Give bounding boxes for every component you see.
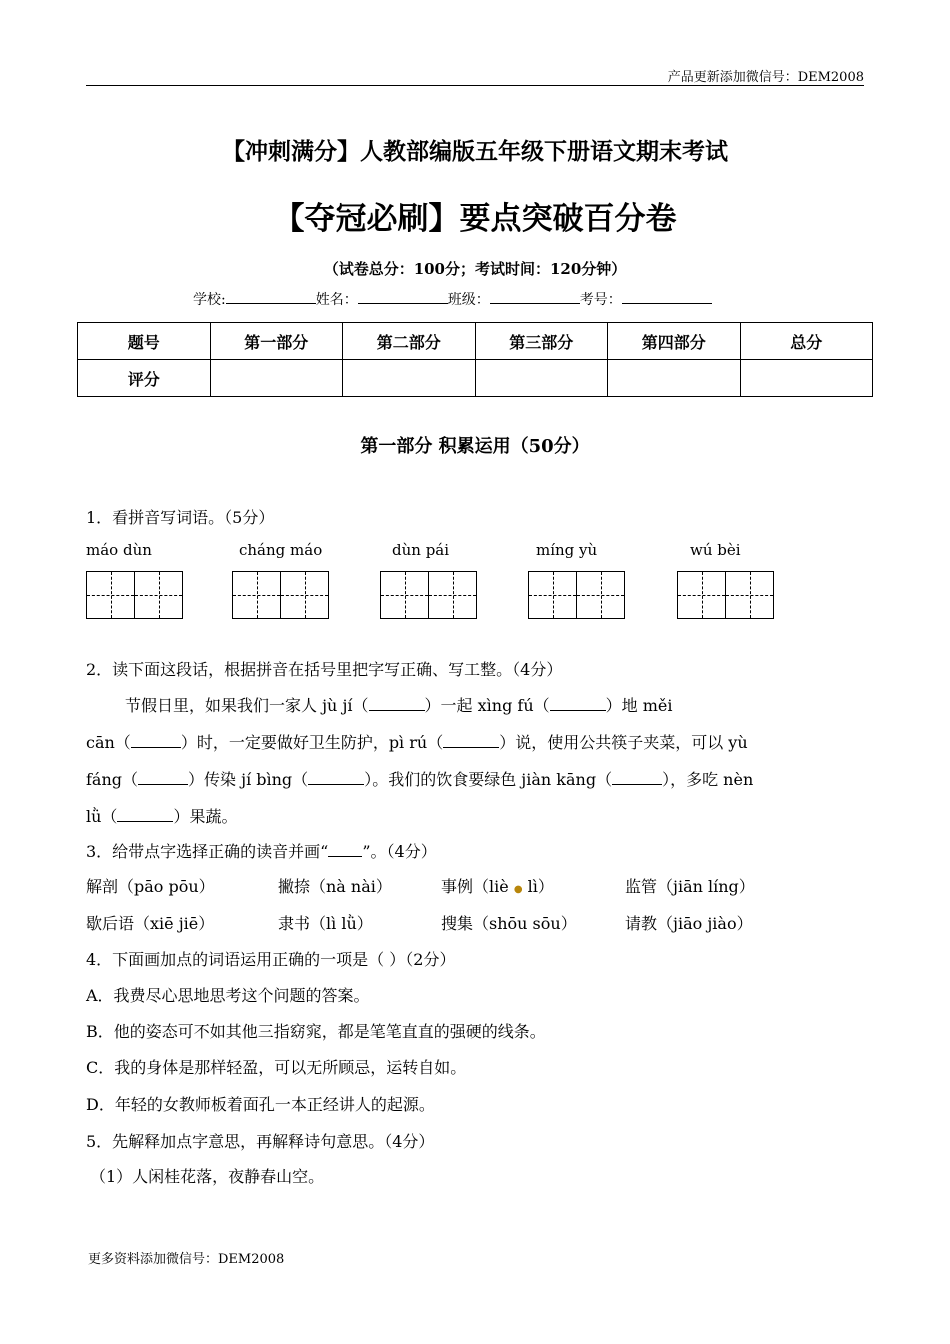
passage-text: ）地 měi xyxy=(605,696,673,715)
score-header-cell: 题号 xyxy=(78,323,211,360)
question-2: 2．读下面这段话，根据拼音在括号里把字写正确、写工整。（4分） xyxy=(86,660,563,679)
score-header-cell: 第二部分 xyxy=(343,323,476,360)
question-3 xyxy=(86,839,437,862)
writing-grid[interactable] xyxy=(677,571,774,619)
school-field[interactable] xyxy=(226,291,316,304)
passage-line xyxy=(125,693,672,716)
passage-line xyxy=(86,767,753,790)
passage-text: ），多吃 nèn xyxy=(662,770,754,789)
footer-note: 更多资料添加微信号：DEM2008 xyxy=(88,1252,285,1267)
section-title-part: 第一 xyxy=(360,436,397,457)
pronunciation-option[interactable] xyxy=(441,874,554,897)
score-header-cell: 第三部分 xyxy=(475,323,608,360)
option-text: 事例（liè xyxy=(441,877,509,896)
answer-blank[interactable] xyxy=(138,770,188,785)
writing-grid[interactable] xyxy=(380,571,477,619)
pronunciation-option[interactable]: 监管（jiān líng） xyxy=(625,877,755,896)
answer-blank[interactable] xyxy=(550,696,606,711)
passage-text: ）。我们的饮食要绿色 jiàn kāng（ xyxy=(364,770,613,789)
passage-text: ）时，一定要做好卫生防护，pì rú（ xyxy=(180,733,444,752)
question-text: 句意思。（4分） xyxy=(320,1132,435,1151)
option-text: lì） xyxy=(527,877,554,896)
score-row-label: 评分 xyxy=(78,360,211,397)
pinyin-label: wú bèi xyxy=(690,541,741,559)
score-cell[interactable] xyxy=(740,360,873,397)
exam-no-label: 考号： xyxy=(579,292,622,308)
question-5 xyxy=(86,1129,434,1152)
writing-grid[interactable] xyxy=(232,571,329,619)
passage-text: ）传染 jí bìng（ xyxy=(188,770,309,789)
question-text: 3．给带点字选择正确的读音并画“ xyxy=(86,842,329,861)
class-field[interactable] xyxy=(490,291,580,304)
score-header-cell: 总分 xyxy=(740,323,873,360)
pronunciation-option[interactable]: 撇捺（nà nài） xyxy=(278,877,392,896)
name-label: 姓名： xyxy=(315,292,358,308)
question-text: 5．先解释加点字意思，再解释诗 xyxy=(86,1132,321,1151)
header-note: 产品更新添加微信号：DEM2008 xyxy=(667,70,864,85)
score-cell[interactable] xyxy=(475,360,608,397)
passage-text: fáng（ xyxy=(86,770,139,789)
score-header-cell: 第一部分 xyxy=(210,323,343,360)
score-cell[interactable] xyxy=(343,360,476,397)
answer-blank[interactable] xyxy=(369,696,425,711)
answer-option-b[interactable]: B．他的姿态可不如其他三指窈窕，都是笔笔直直的强硬的线条。 xyxy=(86,1022,546,1041)
answer-blank[interactable] xyxy=(117,807,173,822)
writing-grid[interactable] xyxy=(86,571,183,619)
pronunciation-option[interactable]: 搜集（shōu sōu） xyxy=(441,914,577,933)
underline-sample xyxy=(328,846,362,857)
score-cell[interactable] xyxy=(210,360,343,397)
exam-meta: （试卷总分：100分；考试时间：120分钟） xyxy=(323,260,627,278)
pinyin-label: dùn pái xyxy=(392,541,450,559)
passage-line xyxy=(86,804,237,827)
answer-blank[interactable] xyxy=(308,770,364,785)
exam-title: 【冲刺满分】人教部编版五年级下册语文期末考试 xyxy=(222,138,728,165)
answer-option-d[interactable]: D．年轻的女教师板着面孔一本正经讲人的起源。 xyxy=(86,1095,435,1114)
answer-option-c[interactable]: C．我的身体是那样轻盈，可以无所顾忌，运转自如。 xyxy=(86,1058,467,1077)
score-table xyxy=(77,322,873,397)
class-label: 班级： xyxy=(447,292,490,308)
score-header-cell: 第四部分 xyxy=(608,323,741,360)
dot-mark-icon: ● xyxy=(513,884,523,895)
exam-subtitle-main: 【夺冠必刷】要点突破百分卷 xyxy=(273,201,677,237)
answer-blank[interactable] xyxy=(131,733,181,748)
score-table-header-row xyxy=(78,323,873,360)
passage-text: cān（ xyxy=(86,733,131,752)
section-title xyxy=(0,432,950,458)
student-info-line xyxy=(193,289,712,309)
question-4: 4．下面画加点的词语运用正确的一项是（ ）（2分） xyxy=(86,950,456,969)
answer-blank[interactable] xyxy=(612,770,662,785)
pronunciation-option[interactable]: 解剖（pāo pōu） xyxy=(86,877,215,896)
passage-text: ）果蔬。 xyxy=(173,807,238,826)
pinyin-label: cháng máo xyxy=(239,541,323,559)
question-1: 1．看拼音写词语。（5分） xyxy=(86,508,275,527)
passage-text: ）一起 xìng fú（ xyxy=(424,696,550,715)
writing-grid[interactable] xyxy=(528,571,625,619)
answer-blank[interactable] xyxy=(443,733,499,748)
pronunciation-option[interactable]: 隶书（lì lǜ） xyxy=(278,914,373,933)
name-field[interactable] xyxy=(358,291,448,304)
sub-question: （1）人闲桂花落，夜静春山空。 xyxy=(90,1167,325,1186)
score-cell[interactable] xyxy=(608,360,741,397)
passage-line xyxy=(86,730,748,753)
score-table-row xyxy=(78,360,873,397)
pinyin-label: míng yù xyxy=(536,541,598,559)
school-label: 学校: xyxy=(193,292,226,308)
question-text: ”。（4分） xyxy=(362,842,437,861)
pronunciation-option[interactable]: 歇后语（xiē jiē） xyxy=(86,914,215,933)
passage-text: ）说，使用公共筷子夹菜，可以 yù xyxy=(499,733,748,752)
header-rule xyxy=(86,85,864,86)
passage-text: 节假日里，如果我们一家人 jù jí（ xyxy=(125,696,369,715)
exam-no-field[interactable] xyxy=(622,291,712,304)
answer-option-a[interactable]: A．我费尽心思地思考这个问题的答案。 xyxy=(86,986,370,1005)
pinyin-label: máo dùn xyxy=(86,541,152,559)
pronunciation-option[interactable]: 请教（jiāo jiào） xyxy=(625,914,753,933)
section-title-part: 部分 积累运用（50分） xyxy=(396,436,590,457)
passage-text: lǜ（ xyxy=(86,807,118,826)
